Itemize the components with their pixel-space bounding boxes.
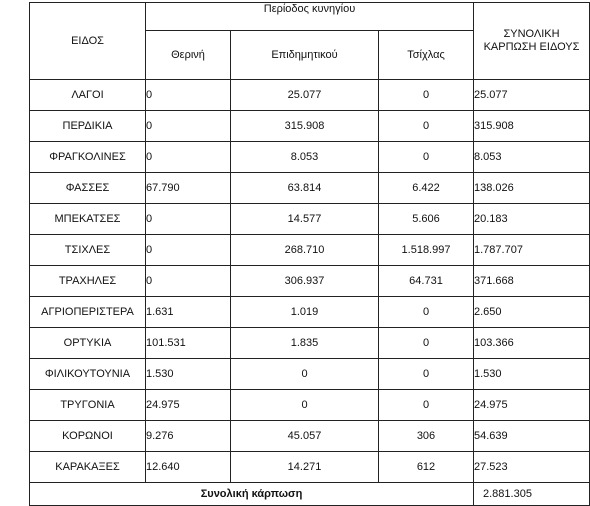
summer-value: 12.640: [146, 452, 231, 483]
grand-total-row: [30, 483, 590, 506]
species-total-header-line2: ΚΑΡΠΩΣΗ ΕΙΔΟΥΣ: [483, 41, 580, 53]
harvest-table-body: [30, 80, 590, 483]
thrush-value: 5.606: [379, 204, 474, 235]
thrush-value: 0: [379, 297, 474, 328]
species-name: ΠΕΡΔΙΚΙΑ: [30, 111, 146, 142]
species-name: ΤΡΑΧΗΛΕΣ: [30, 266, 146, 297]
species-name: ΜΠΕΚΑΤΣΕΣ: [30, 204, 146, 235]
table-row: [30, 204, 590, 235]
species-name: ΑΓΡΙΟΠΕΡΙΣΤΕΡΑ: [30, 297, 146, 328]
thrush-value: 0: [379, 111, 474, 142]
summer-value: 0: [146, 142, 231, 173]
epidemic-header: Επιδημητικού: [231, 31, 379, 80]
summer-value: 67.790: [146, 173, 231, 204]
epidemic-value: 1.835: [231, 328, 379, 359]
epidemic-value: 0: [231, 359, 379, 390]
species-total-value: 8.053: [474, 142, 590, 173]
epidemic-value: 14.577: [231, 204, 379, 235]
summer-value: 101.531: [146, 328, 231, 359]
species-total-value: 371.668: [474, 266, 590, 297]
thrush-value: 64.731: [379, 266, 474, 297]
species-total-value: 2.650: [474, 297, 590, 328]
thrush-value: 0: [379, 390, 474, 421]
epidemic-value: 306.937: [231, 266, 379, 297]
epidemic-value: 8.053: [231, 142, 379, 173]
table-row: [30, 390, 590, 421]
epidemic-value: 0: [231, 390, 379, 421]
epidemic-value: 63.814: [231, 173, 379, 204]
grand-total-value: 2.881.305: [474, 483, 590, 506]
thrush-value: 0: [379, 142, 474, 173]
species-name: ΚΟΡΩΝΟΙ: [30, 421, 146, 452]
table-row: [30, 452, 590, 483]
species-total-value: 27.523: [474, 452, 590, 483]
species-total-value: 20.183: [474, 204, 590, 235]
epidemic-value: 25.077: [231, 80, 379, 111]
species-total-value: 315.908: [474, 111, 590, 142]
summer-value: 1.530: [146, 359, 231, 390]
table-row: [30, 421, 590, 452]
table-row: [30, 266, 590, 297]
harvest-table: [29, 2, 590, 506]
epidemic-value: 45.057: [231, 421, 379, 452]
table-row: [30, 235, 590, 266]
species-name: ΦΑΣΣΕΣ: [30, 173, 146, 204]
epidemic-value: 14.271: [231, 452, 379, 483]
table-row: [30, 359, 590, 390]
species-name: ΤΡΥΓΟΝΙΑ: [30, 390, 146, 421]
epidemic-value: 315.908: [231, 111, 379, 142]
species-total-header-line1: ΣΥΝΟΛΙΚΗ: [503, 28, 560, 40]
table-row: [30, 80, 590, 111]
species-name: ΦΙΛΙΚΟΥΤΟΥΝΙΑ: [30, 359, 146, 390]
species-total-value: 138.026: [474, 173, 590, 204]
species-total-value: 54.639: [474, 421, 590, 452]
species-name: ΦΡΑΓΚΟΛΙΝΕΣ: [30, 142, 146, 173]
period-header: Περίοδος κυνηγίου: [146, 3, 474, 31]
species-name: ΛΑΓΟΙ: [30, 80, 146, 111]
epidemic-value: 1.019: [231, 297, 379, 328]
table-row: [30, 142, 590, 173]
summer-value: 0: [146, 111, 231, 142]
species-header: ΕΙΔΟΣ: [30, 3, 146, 80]
table-row: [30, 297, 590, 328]
summer-value: 0: [146, 204, 231, 235]
species-name: ΤΣΙΧΛΕΣ: [30, 235, 146, 266]
species-total-value: 25.077: [474, 80, 590, 111]
summer-value: 9.276: [146, 421, 231, 452]
species-total-header: [474, 3, 590, 80]
summer-header: Θερινή: [146, 31, 231, 80]
table-row: [30, 173, 590, 204]
thrush-value: 0: [379, 80, 474, 111]
species-name: ΟΡΤΥΚΙΑ: [30, 328, 146, 359]
epidemic-value: 268.710: [231, 235, 379, 266]
summer-value: 1.631: [146, 297, 231, 328]
species-total-value: 1.787.707: [474, 235, 590, 266]
species-name: ΚΑΡΑΚΑΞΕΣ: [30, 452, 146, 483]
summer-value: 0: [146, 80, 231, 111]
summer-value: 0: [146, 235, 231, 266]
thrush-value: 1.518.997: [379, 235, 474, 266]
table-row: [30, 111, 590, 142]
thrush-value: 0: [379, 359, 474, 390]
species-total-value: 1.530: [474, 359, 590, 390]
summer-value: 0: [146, 266, 231, 297]
thrush-value: 0: [379, 328, 474, 359]
thrush-value: 6.422: [379, 173, 474, 204]
thrush-value: 612: [379, 452, 474, 483]
species-total-value: 103.366: [474, 328, 590, 359]
summer-value: 24.975: [146, 390, 231, 421]
thrush-header: Τσίχλας: [379, 31, 474, 80]
table-row: [30, 328, 590, 359]
thrush-value: 306: [379, 421, 474, 452]
species-total-value: 24.975: [474, 390, 590, 421]
grand-total-label: Συνολική κάρπωση: [30, 483, 474, 506]
